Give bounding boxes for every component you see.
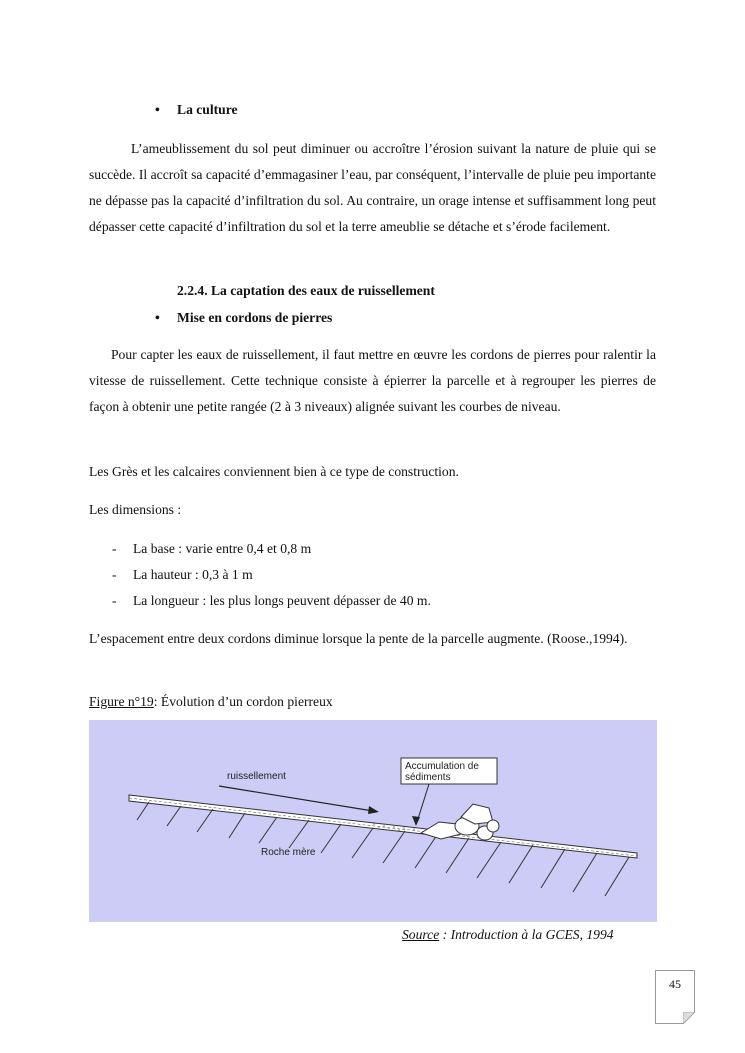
- list-item-text: La longueur : les plus longs peuvent dépasser de 40 m.: [133, 593, 431, 608]
- list-item: - La hauteur : 0,3 à 1 m: [112, 567, 253, 582]
- figure-caption-text: : Évolution d’un cordon pierreux: [153, 694, 333, 709]
- bullet-dot: •: [155, 310, 160, 325]
- page-number-box: [655, 970, 695, 1024]
- stone-pile: [421, 804, 499, 840]
- figure-label: Figure n°19: [89, 694, 154, 709]
- page-number: 45: [669, 977, 681, 991]
- label-pointer-line: [417, 784, 429, 822]
- bullet-dot: •: [155, 102, 160, 117]
- bullet-title: Mise en cordons de pierres: [177, 310, 333, 325]
- bedrock-label: Roche mère: [261, 847, 316, 858]
- paragraph-spacing: L’espacement entre deux cordons diminue lorsque la pente de la parcelle augmente. (Roose.,1994).: [89, 631, 628, 646]
- cordon-diagram-svg: [89, 720, 657, 922]
- paragraph-dimensions-intro: Les dimensions :: [89, 502, 182, 517]
- bullet-cordons: [155, 305, 332, 331]
- list-item-text: La hauteur : 0,3 à 1 m: [133, 567, 253, 582]
- source-label: Source: [402, 927, 440, 942]
- bullet-la-culture: [155, 97, 238, 123]
- accumulation-label-line2: sédiments: [405, 772, 451, 783]
- runoff-label: ruissellement: [227, 771, 286, 782]
- section-heading: 2.2.4. La captation des eaux de ruissellement: [177, 283, 435, 298]
- soil-surface: [129, 795, 637, 858]
- list-item-text: La base : varie entre 0,4 et 0,8 m: [133, 541, 312, 556]
- accumulation-label-line1: Accumulation de: [405, 761, 479, 772]
- bullet-title: La culture: [177, 102, 238, 117]
- list-item: - La base : varie entre 0,4 et 0,8 m: [112, 541, 312, 556]
- runoff-arrowhead: [368, 806, 379, 814]
- figure-cordon-diagram: [89, 720, 657, 922]
- source-text: : Introduction à la GCES, 1994: [439, 927, 614, 942]
- paragraph-materials: Les Grès et les calcaires conviennent bien à ce type de construction.: [89, 464, 459, 479]
- list-item: - La longueur : les plus longs peuvent dépasser de 40 m.: [112, 593, 431, 608]
- paragraph-captation: Pour capter les eaux de ruissellement, il faut mettre en œuvre les cordons de pierres pour ralentir la vitesse de ruissellement. Cette technique consiste à épierrer la parcelle et à regrouper les pierres de façon à obtenir une petite rangée (2 à 3 niveaux) alignée suivant les courbes de niveau.: [89, 347, 656, 414]
- runoff-arrow-line: [219, 786, 373, 811]
- page-fold-icon: [683, 1012, 695, 1024]
- figure-caption: [89, 689, 333, 715]
- label-pointer-head: [412, 816, 420, 826]
- figure-source: [402, 922, 614, 948]
- paragraph-culture: L’ameublissement du sol peut diminuer ou accroître l’érosion suivant la nature de pluie qui se succède. Il accroît sa capacité d’emmagasiner l’eau, par conséquent, l’intervalle de pluie peu importante ne dépasse pas la capacité d’infiltration du sol. Au contraire, un orage intense et suffisamment long peut dépasser cette capacité d’infiltration du sol et la terre ameublie se détache et s’érode facilement.: [89, 141, 656, 234]
